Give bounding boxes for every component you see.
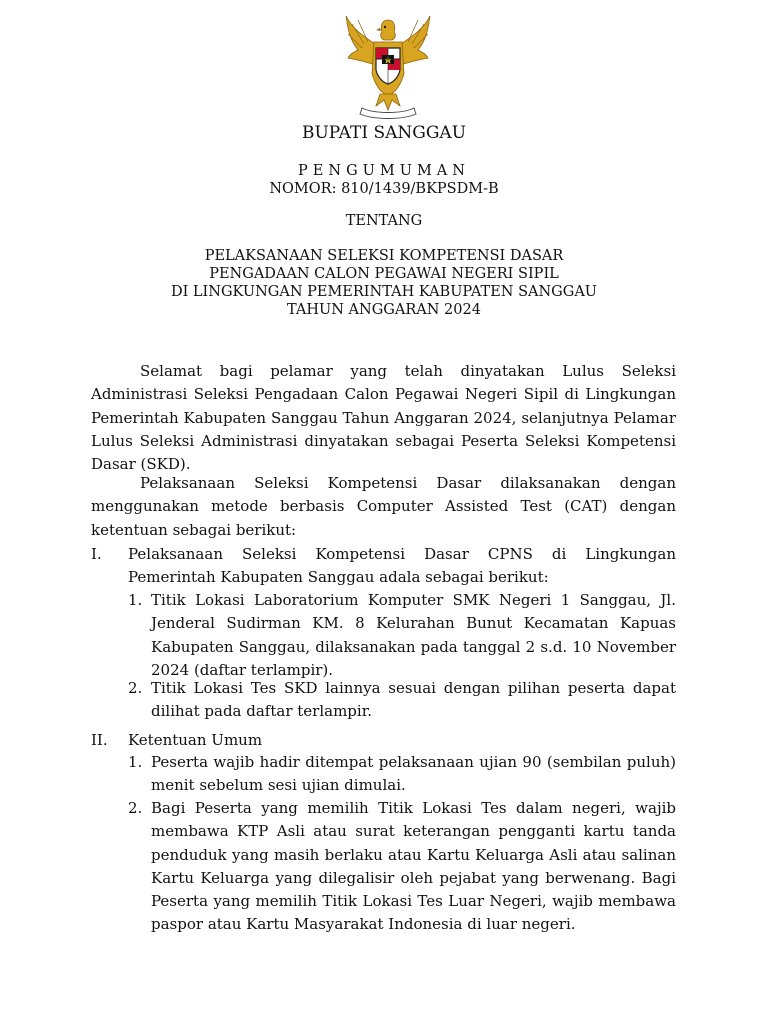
garuda-emblem-icon (340, 10, 436, 120)
list-item-number: 1. (128, 753, 143, 771)
list-item-text: Bagi Peserta yang memilih Titik Lokasi Tes dalam negeri, wajib membawa KTP Asli atau surat keterangan pengganti kartu tanda penduduk yang masih berlaku atau Kartu Keluarga Asli atau salinan Kartu Keluarga yang dilegalisir oleh pejabat yang berwenang. Bagi Peserta yang memilih Titik Lokasi Tes Luar Negeri, wajib membawa paspor atau Kartu Masyarakat Indonesia di luar negeri. (151, 799, 676, 934)
subject-line: PENGADAAN CALON PEGAWAI NEGERI SIPIL (209, 266, 559, 282)
subject-line: TAHUN ANGGARAN 2024 (287, 302, 481, 318)
list-item-number: 2. (128, 679, 143, 697)
subject-line: DI LINGKUNGAN PEMERINTAH KABUPATEN SANGGAU (170, 284, 598, 300)
issuer-title: BUPATI SANGGAU (301, 123, 467, 143)
about-label: TENTANG (345, 213, 423, 229)
list-item-text: Peserta wajib hadir ditempat pelaksanaan ujian 90 (sembilan puluh) menit sebelum sesi ujian dimulai. (151, 753, 676, 795)
section-text: Pelaksanaan Seleksi Kompetensi Dasar CPNS di Lingkungan Pemerintah Kabupaten Sanggau adala sebagai berikut: (128, 545, 676, 587)
subject-line: PELAKSANAAN SELEKSI KOMPETENSI DASAR (204, 248, 564, 264)
document-type: PENGUMUMAN (298, 163, 470, 179)
intro-paragraph: Selamat bagi pelamar yang telah dinyatakan Lulus Seleksi Administrasi Seleksi Pengadaan Calon Pegawai Negeri Sipil di Lingkungan Pemerintah Kabupaten Sanggau Tahun Anggaran 2024, selanjutnya Pelamar Lulus Seleksi Administrasi dinyatakan sebagai Peserta Seleksi Kompetensi Dasar (SKD). (91, 362, 676, 474)
list-item-number: 1. (128, 591, 143, 609)
list-item-text: Titik Lokasi Tes SKD lainnya sesuai dengan pilihan peserta dapat dilihat pada daftar terlampir. (151, 679, 676, 721)
list-item-text: Titik Lokasi Laboratorium Komputer SMK Negeri 1 Sanggau, Jl. Jenderal Sudirman KM. 8 Kelurahan Bunut Kecamatan Kapuas Kabupaten Sanggau, dilaksanakan pada tanggal 2 s.d. 10 November 2024 (daftar terlampir). (151, 591, 676, 679)
subject-block (0, 247, 768, 319)
intro-paragraph: Pelaksanaan Seleksi Kompetensi Dasar dilaksanakan dengan menggunakan metode berbasis Computer Assisted Test (CAT) dengan ketentuan sebagai berikut: (91, 474, 676, 539)
document-number: NOMOR: 810/1439/BKPSDM-B (269, 181, 499, 197)
section-text: Ketentuan Umum (128, 731, 263, 749)
section-number: I. (91, 545, 102, 563)
list-item-number: 2. (128, 799, 143, 817)
section-number: II. (91, 731, 108, 749)
